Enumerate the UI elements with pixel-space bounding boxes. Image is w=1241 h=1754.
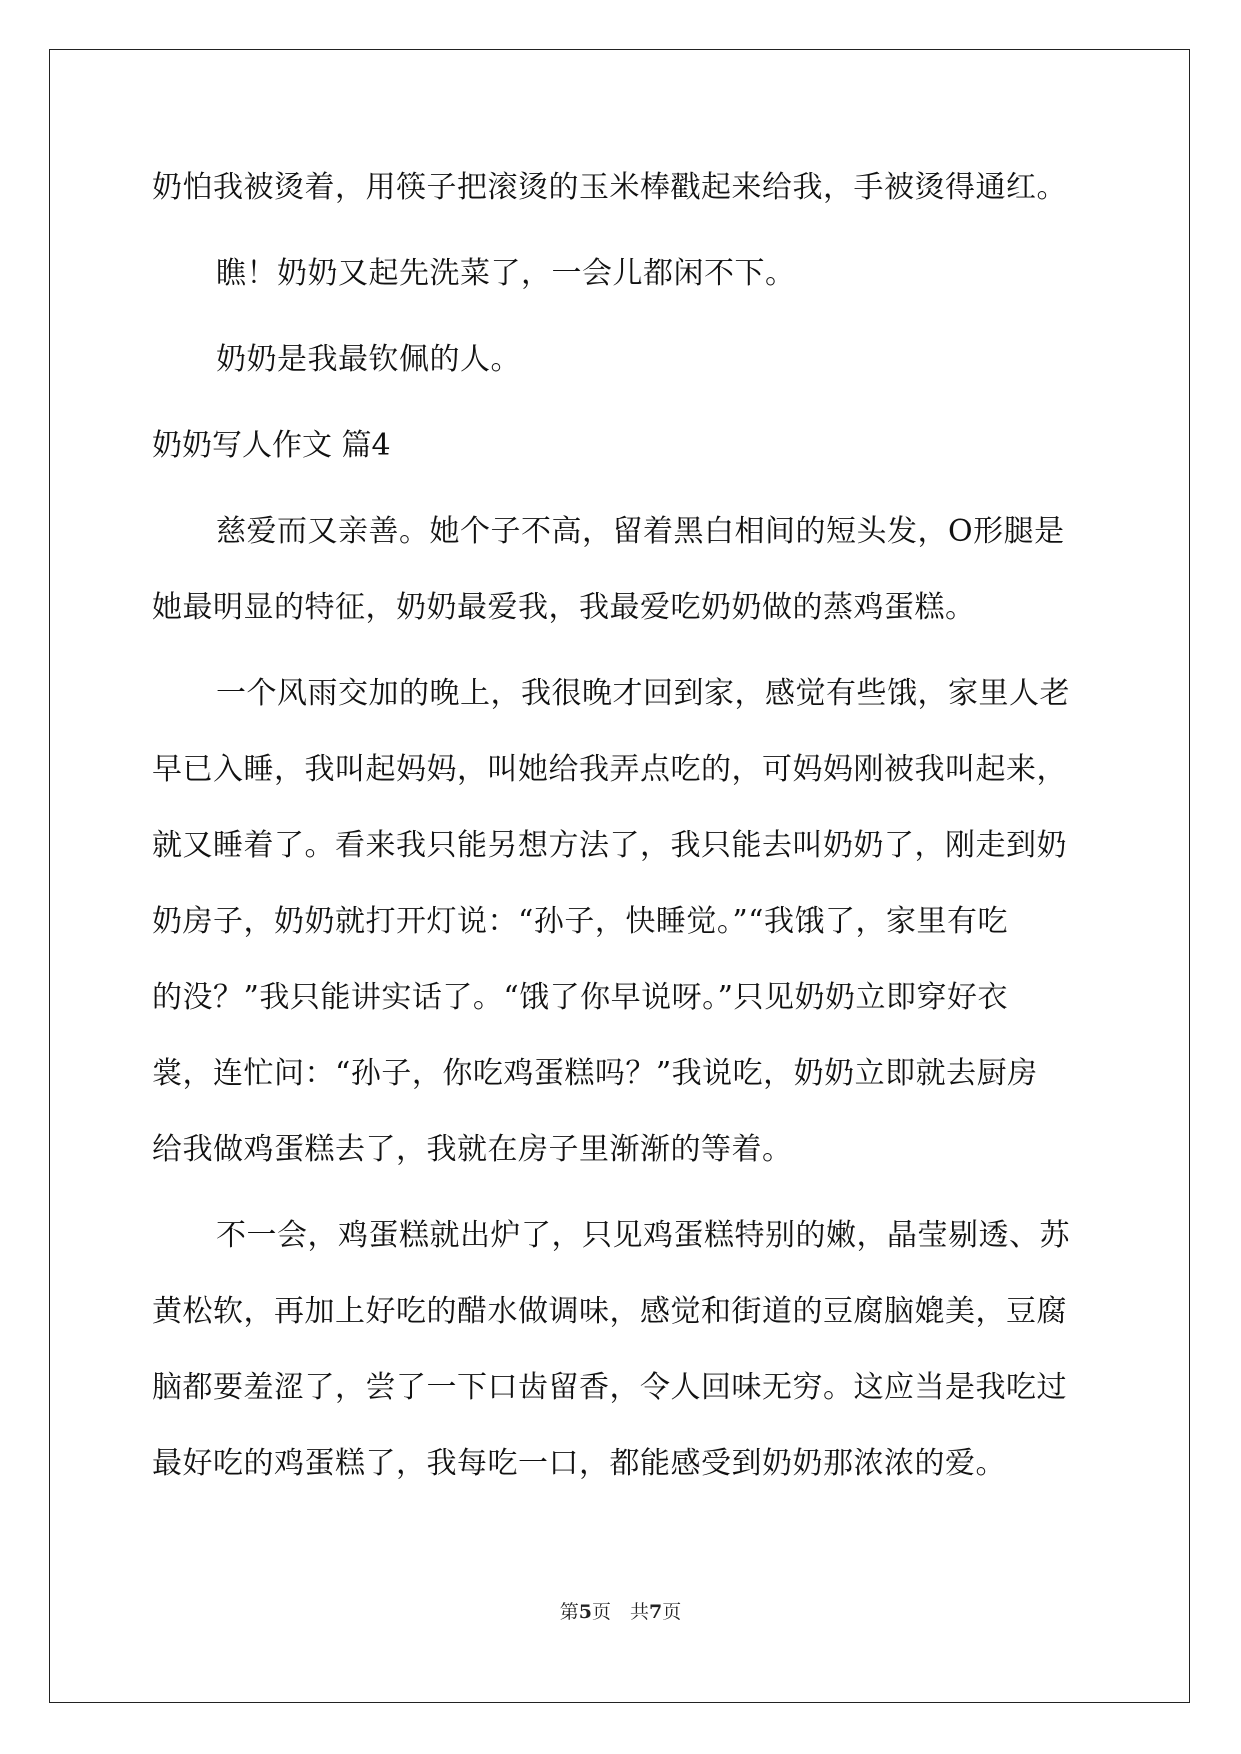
paragraph-line: 奶房子，奶奶就打开灯说：“孙子，快睡觉。”“我饿了，家里有吃: [152, 904, 1009, 939]
paragraph-line: 早已入睡，我叫起妈妈，叫她给我弄点吃的，可妈妈刚被我叫起来，: [152, 752, 1067, 787]
paragraph-line: 奶怕我被烫着，用筷子把滚烫的玉米棒戳起来给我，手被烫得通红。: [152, 170, 1067, 205]
paragraph-line: 脑都要羞涩了，尝了一下口齿留香，令人回味无穷。这应当是我吃过: [152, 1370, 1067, 1405]
current-page-number: 5: [578, 1601, 592, 1623]
footer-suffix: 页: [662, 1601, 682, 1623]
paragraph-line: 一个风雨交加的晚上，我很晚才回到家，感觉有些饿，家里人老: [216, 676, 1070, 711]
paragraph-line: 她最明显的特征，奶奶最爱我，我最爱吃奶奶做的蒸鸡蛋糕。: [152, 590, 976, 625]
footer-mid: 页 共: [591, 1601, 649, 1623]
paragraph-line: 就又睡着了。看来我只能另想方法了，我只能去叫奶奶了，刚走到奶: [152, 828, 1067, 863]
paragraph-line: 给我做鸡蛋糕去了，我就在房子里渐渐的等着。: [152, 1132, 793, 1167]
paragraph-line: 最好吃的鸡蛋糕了，我每吃一口，都能感受到奶奶那浓浓的爱。: [152, 1446, 1006, 1481]
page-footer: [0, 1600, 1241, 1624]
document-body: [152, 156, 1092, 1496]
paragraph-line: 黄松软，再加上好吃的醋水做调味，感觉和街道的豆腐脑媲美，豆腐: [152, 1294, 1067, 1329]
total-page-number: 7: [649, 1601, 663, 1623]
paragraph-line: 裳，连忙问：“孙子，你吃鸡蛋糕吗？”我说吃，奶奶立即就去厨房: [152, 1056, 1038, 1091]
paragraph-line: 不一会，鸡蛋糕就出炉了，只见鸡蛋糕特别的嫩，晶莹剔透、苏: [216, 1218, 1070, 1253]
paragraph-line: 的没？”我只能讲实话了。“饿了你早说呀。”只见奶奶立即穿好衣: [152, 980, 1009, 1015]
section-heading: 奶奶写人作文 篇4: [152, 428, 391, 463]
footer-prefix: 第: [559, 1601, 579, 1623]
paragraph-line: 奶奶是我最钦佩的人。: [216, 342, 521, 377]
paragraph-line: 慈爱而又亲善。她个子不高，留着黑白相间的短头发，O形腿是: [216, 514, 1065, 549]
paragraph-line: 瞧！奶奶又起先洗菜了，一会儿都闲不下。: [216, 256, 796, 291]
